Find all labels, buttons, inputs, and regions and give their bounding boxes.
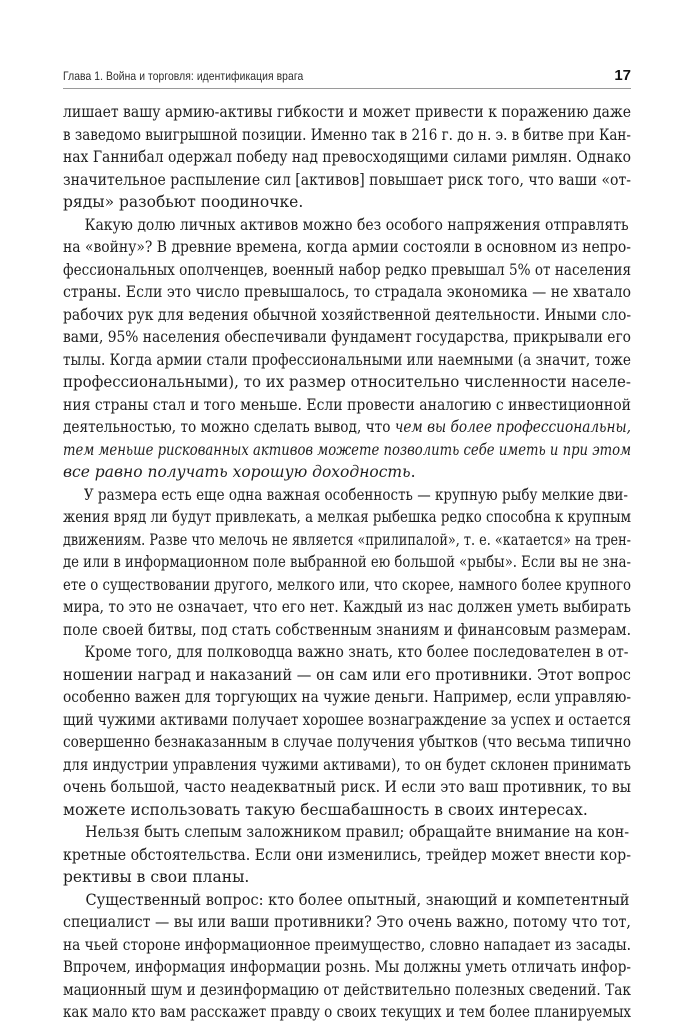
text-line (63, 101, 632, 124)
text-line (63, 709, 631, 732)
text-line (63, 281, 632, 304)
text-line (63, 731, 632, 754)
body-text (63, 101, 631, 1024)
line-text: рективы в свои планы. (63, 868, 250, 886)
text-line (63, 686, 632, 709)
line-text: щий чужими активами получает хорошее вознаграждение за успех и остается (63, 710, 631, 729)
running-header (63, 67, 631, 84)
text-line (63, 484, 628, 507)
text-line (63, 394, 632, 417)
line-text: ношении наград и наказаний — он сам или его противники. Этот вопрос (63, 665, 631, 684)
line-text: де или в информационном поле выбранной ею большой «рыбы». Если вы не зна- (63, 553, 631, 571)
line-text: значительное распыление сил [активов] повышает риск того, что ваши «от- (63, 170, 632, 189)
text-line (63, 574, 632, 597)
line-text: У размера есть еще одна важная особенность — крупную рыбу мелкие дви- (83, 485, 628, 504)
line-text: Существенный вопрос: кто более опытный, знающий и компетентный (85, 890, 630, 909)
text-line (63, 124, 631, 147)
line-italic-text: все равно получать хорошую доходность (63, 463, 411, 481)
line-text: можете использовать такую бесшабашность в своих интересах. (63, 800, 588, 819)
page-number: 17 (614, 67, 631, 84)
line-text: нах Ганнибал одержал победу над превосходящими силами римлян. Однако (63, 148, 631, 166)
text-line (63, 889, 630, 912)
text-line (63, 776, 632, 799)
text-line (63, 596, 631, 619)
text-line (63, 956, 631, 979)
text-line (63, 821, 630, 844)
text-line (63, 934, 632, 957)
line-text: поле своей битвы, под стать собственным знаниям и финансовым размерам. (63, 620, 632, 639)
text-line (63, 754, 631, 777)
text-line (63, 664, 631, 687)
text-line (63, 326, 631, 349)
line-text: кретные обстоятельства. Если они изменились, трейдер может внести кор- (63, 845, 631, 864)
line-text: на чьей стороне информационное преимущество, словно нападает из засады. (63, 935, 632, 954)
line-text: жения вряд ли будут привлекать, а мелкая рыбешка редко способна к крупным (63, 508, 632, 526)
text-line (63, 304, 632, 327)
text-line (63, 641, 629, 664)
line-text: Какую долю личных активов можно без особого напряжения отправлять (84, 215, 629, 234)
line-text: на «войну»? В древние времена, когда армии состояли в основном из непро- (63, 238, 631, 256)
text-line (63, 349, 631, 372)
text-line (63, 236, 631, 259)
line-text: профессиональными), то их размер относительно численности населе- (63, 373, 631, 391)
line-text: как мало кто вам расскажет правду о своих текущих и тем более планируемых (63, 1003, 632, 1021)
line-text: Кроме того, для полководца важно знать, кто более последователен в от- (84, 643, 629, 661)
text-line (63, 506, 632, 529)
header-rule (63, 88, 631, 89)
text-line (63, 191, 631, 214)
line-text: для индустрии управления чужими активами), то он будет склонен принимать (63, 755, 631, 774)
text-line (63, 416, 631, 439)
line-trailing-text: . (410, 463, 416, 481)
text-line (63, 461, 631, 484)
text-line (63, 866, 631, 889)
line-text: страны. Если это число превышалось, то страдала экономика — не хватало (63, 283, 632, 301)
text-line (63, 371, 631, 394)
line-italic-text: тем меньше рискованных активов можете позволить себе иметь и при этом (63, 440, 632, 459)
line-text: в заведомо выигрышной позиции. Именно так в 216 г. до н. э. в битве при Кан- (63, 125, 631, 144)
chapter-title: Глава 1. Война и торговля: идентификация врага (63, 69, 304, 83)
line-text: специалист — вы или ваши противники? Это очень важно, потому что тот, (63, 913, 631, 931)
text-line (63, 439, 632, 462)
line-text: совершенно безнаказанным в случае получения убытков (что весьма типично (63, 733, 632, 751)
line-text: ряды» разобьют поодиночке. (63, 193, 304, 211)
line-text: движениям. Разве что мелочь не является «прилипалой», т. е. «катается» на трен- (63, 530, 632, 549)
text-line (63, 619, 632, 642)
line-text: лишает вашу армию-активы гибкости и может привести к поражению даже (63, 103, 632, 121)
text-line (63, 979, 632, 1002)
text-line (63, 169, 632, 192)
line-text: особенно важен для торгующих на чужие деньги. Например, если управляю- (63, 688, 632, 706)
line-text: фессиональных ополченцев, военный набор редко превышал 5% от населения (63, 260, 632, 279)
line-italic-text: чем вы более профессиональны, (394, 418, 631, 436)
text-line (63, 529, 632, 552)
text-line (63, 799, 631, 822)
text-line (63, 146, 631, 169)
text-line (63, 844, 631, 867)
line-text: Впрочем, информация информации рознь. Мы должны уметь отличать инфор- (63, 958, 631, 976)
line-text: вами, 95% населения обеспечивали фундамент государства, прикрывали его (63, 328, 631, 346)
text-line (63, 1001, 632, 1024)
line-text: Нельзя быть слепым заложником правил; обращайте внимание на кон- (85, 823, 630, 841)
line-text: деятельностью, то можно сделать вывод, что (63, 418, 395, 436)
line-text: ете о существовании другого, мелкого или, что скорее, намного более крупного (63, 575, 632, 594)
text-line (63, 214, 629, 237)
line-text: ния страны стал и того меньше. Если провести аналогию с инвестиционной (63, 395, 632, 414)
text-line (63, 259, 632, 282)
line-text: рабочих рук для ведения обычной хозяйственной деятельности. Иными сло- (63, 305, 632, 324)
line-text: очень большой, часто неадекватный риск. И если это ваш противник, то вы (63, 778, 632, 796)
text-line (63, 911, 631, 934)
text-line (63, 551, 631, 574)
line-text: мира, то это не означает, что его нет. Каждый из нас должен уметь выбирать (63, 598, 631, 616)
line-text: мационный шум и дезинформацию от действительно полезных сведений. Так (63, 980, 632, 999)
line-text: тылы. Когда армии стали профессиональными или наемными (а значит, тоже (63, 350, 631, 369)
